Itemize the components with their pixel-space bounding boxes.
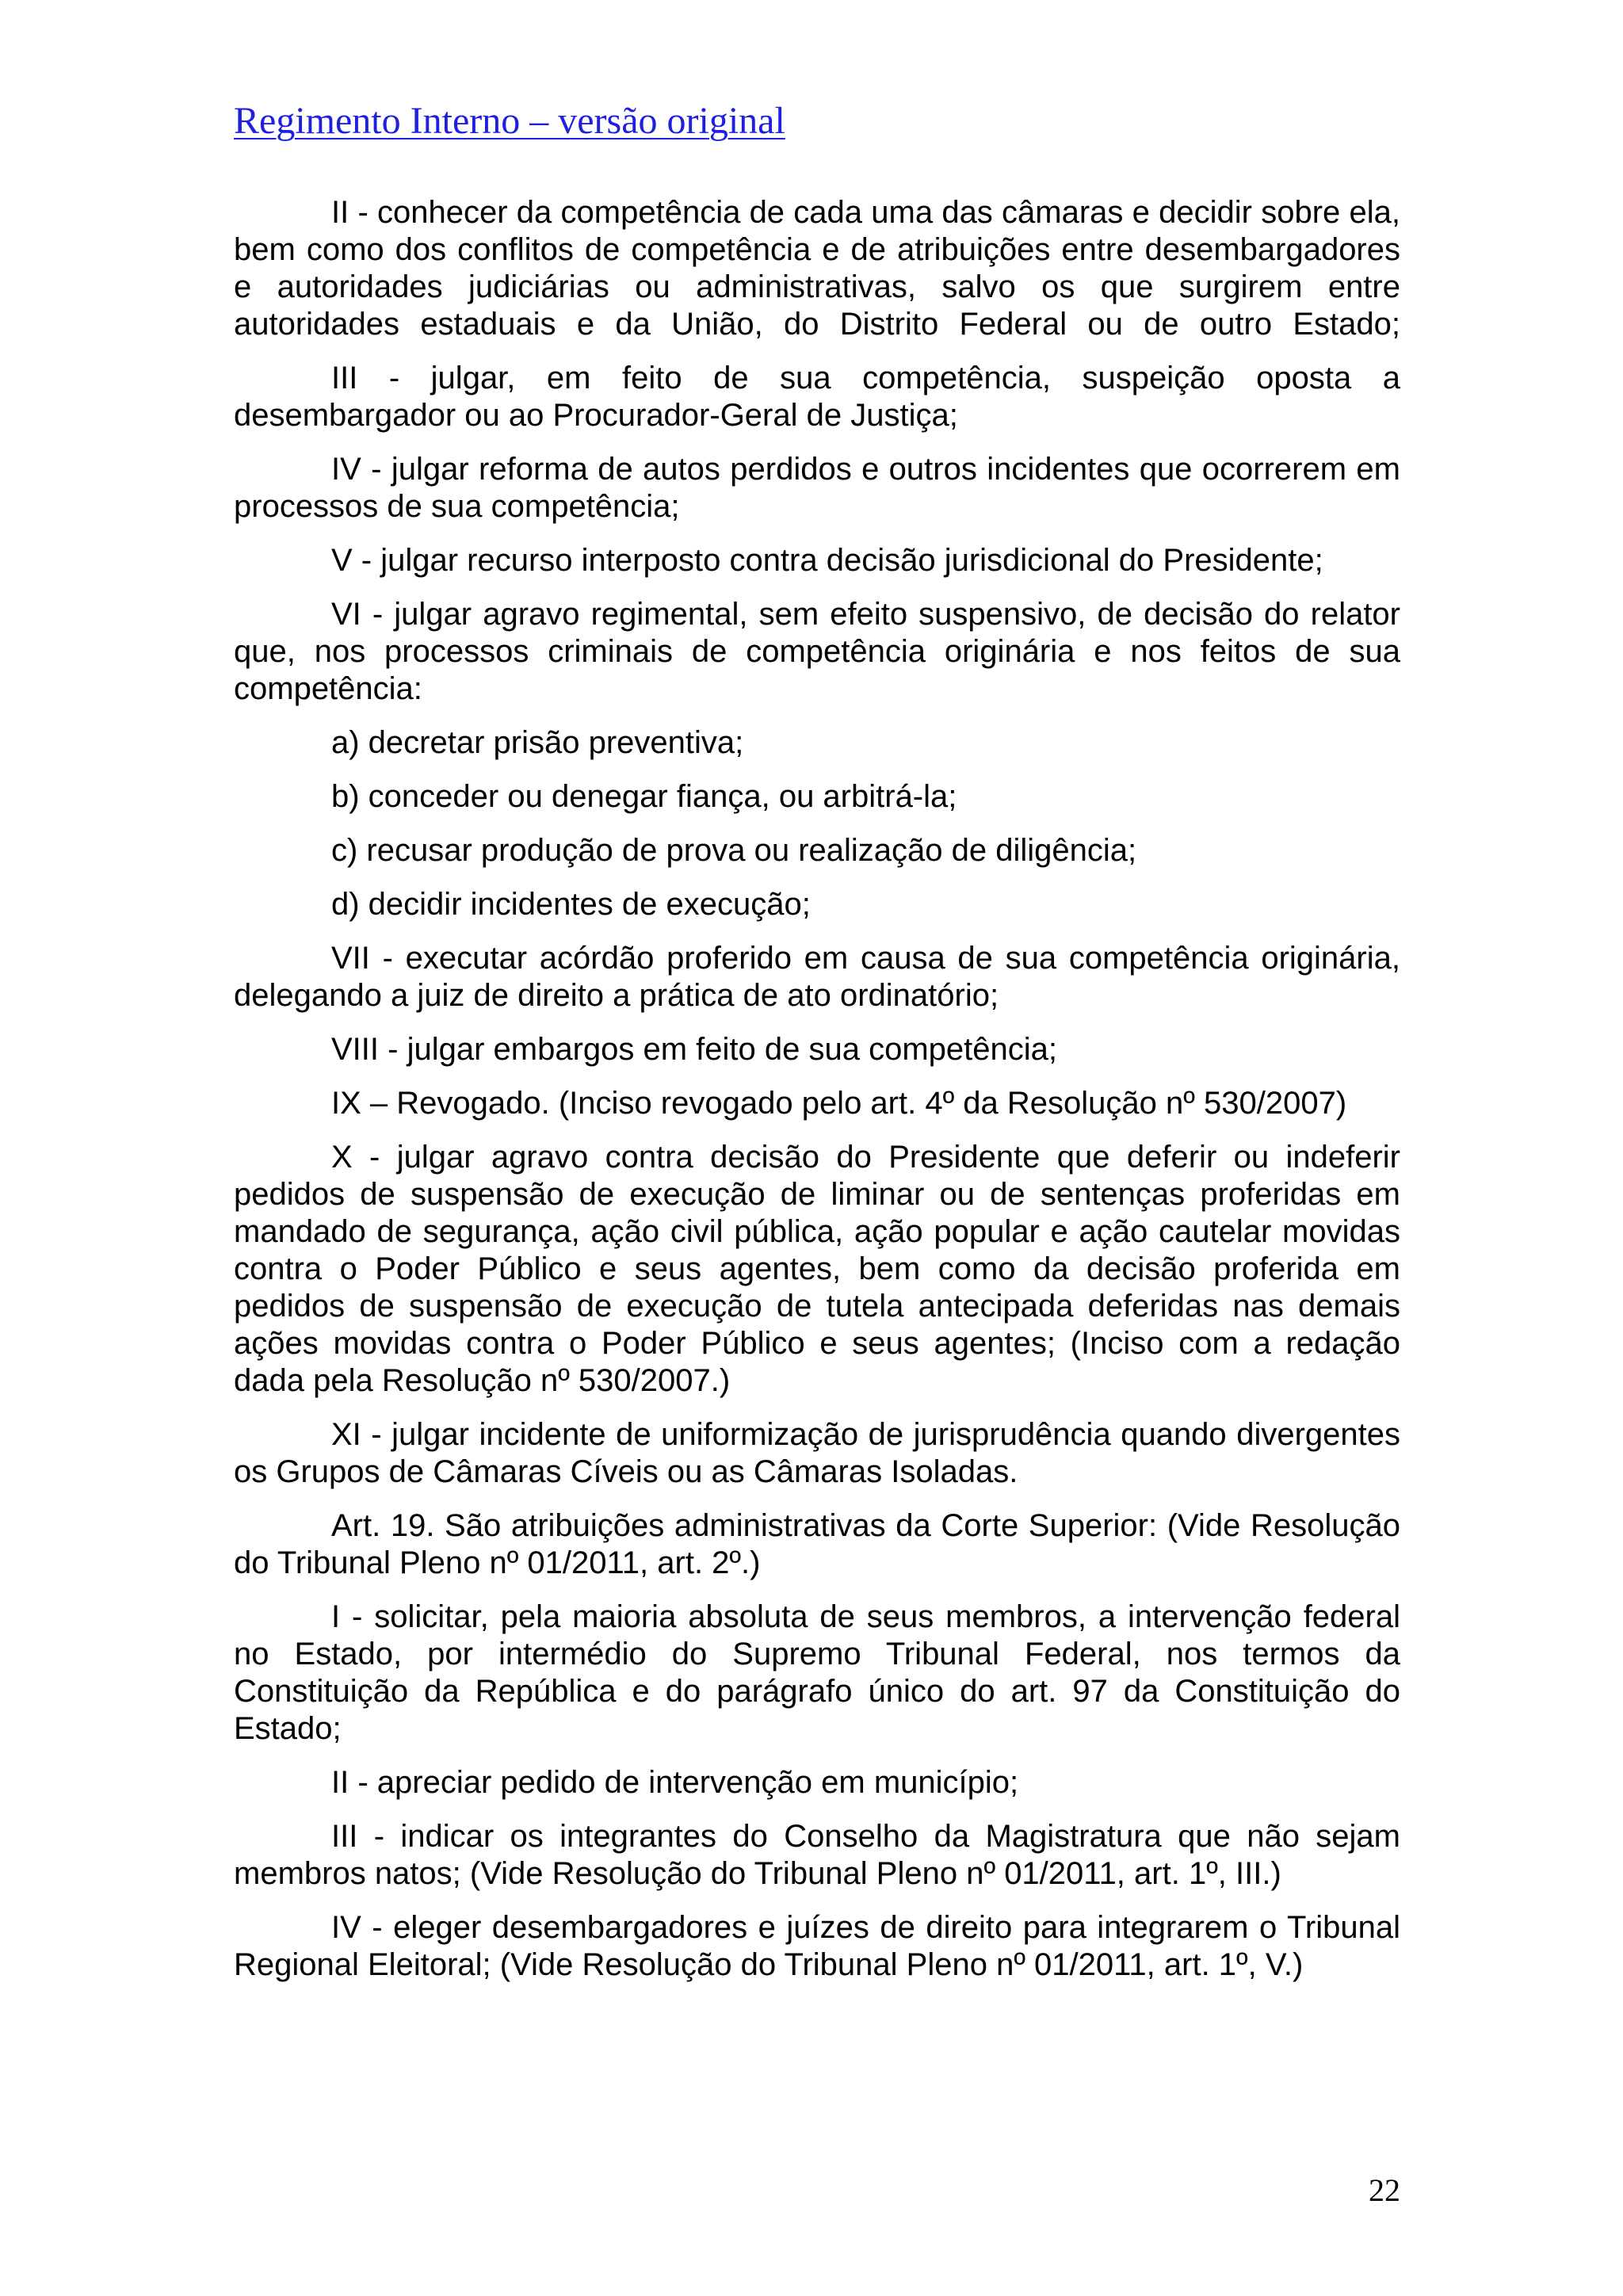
paragraph-inciso-vii: VII - executar acórdão proferido em causa de sua competência originária, delegando a juiz de direito a prática de ato ordinatório; (234, 941, 1400, 1013)
paragraph-art19-inciso-i: I - solicitar, pela maioria absoluta de seus membros, a intervenção federal no Estado, por intermédio do Supremo Tribunal Federal, nos termos da Constituição da República e do parágrafo único do art. 97 da Constituição do Estado; (234, 1599, 1400, 1746)
paragraph-inciso-x: X - julgar agravo contra decisão do Presidente que deferir ou indeferir pedidos de suspensão de execução de liminar ou de sentenças proferidas em mandado de segurança, ação civil pública, ação popular e ação cautelar movidas contra o Poder Público e seus agentes, bem como da decisão proferida em pedidos de suspensão de execução de tutela antecipada deferidas nas demais ações movidas contra o Poder Público e seus agentes; (Inciso com a redação dada pela Resolução nº 530/2007.) (234, 1140, 1400, 1398)
paragraph-inciso-xi: XI - julgar incidente de uniformização de jurisprudência quando divergentes os Grupos de Câmaras Cíveis ou as Câmaras Isoladas. (234, 1417, 1400, 1489)
paragraph-inciso-vi: VI - julgar agravo regimental, sem efeito suspensivo, de decisão do relator que, nos processos criminais de competência originária e nos feitos de sua competência: (234, 597, 1400, 706)
paragraph-art-19: Art. 19. São atribuições administrativas da Corte Superior: (Vide Resolução do Tribunal Pleno nº 01/2011, art. 2º.) (234, 1508, 1400, 1580)
page-number: 22 (1369, 2172, 1400, 2208)
paragraph-inciso-iv: IV - julgar reforma de autos perdidos e outros incidentes que ocorrerem em processos de sua competência; (234, 452, 1400, 524)
paragraph-inciso-ix: IX – Revogado. (Inciso revogado pelo art. 4º da Resolução nº 530/2007) (331, 1086, 1347, 1121)
paragraph-art19-inciso-iii: III - indicar os integrantes do Conselho da Magistratura que não sejam membros natos; (Vide Resolução do Tribunal Pleno nº 01/2011, art. 1º, III.) (234, 1819, 1400, 1891)
paragraph-alinea-c: c) recusar produção de prova ou realização de diligência; (331, 833, 1137, 868)
paragraph-inciso-iii: III - julgar, em feito de sua competência, suspeição oposta a desembargador ou ao Procurador-Geral de Justiça; (234, 361, 1400, 433)
document-body (234, 194, 1400, 2000)
paragraph-art19-inciso-ii: II - apreciar pedido de intervenção em município; (331, 1765, 1019, 1800)
paragraph-art19-inciso-iv: IV - eleger desembargadores e juízes de direito para integrarem o Tribunal Regional Eleitoral; (Vide Resolução do Tribunal Pleno nº 01/2011, art. 1º, V.) (234, 1910, 1400, 1982)
paragraph-alinea-b: b) conceder ou denegar fiança, ou arbitrá-la; (331, 779, 957, 814)
paragraph-inciso-v: V - julgar recurso interposto contra decisão jurisdicional do Presidente; (331, 543, 1323, 578)
paragraph-inciso-viii: VIII - julgar embargos em feito de sua competência; (331, 1032, 1058, 1067)
paragraph-alinea-d: d) decidir incidentes de execução; (331, 887, 811, 922)
header-title-link[interactable]: Regimento Interno – versão original (234, 100, 785, 142)
paragraph-inciso-ii: II - conhecer da competência de cada uma das câmaras e decidir sobre ela, bem como dos conflitos de competência e de atribuições entre desembargadores e autoridades judiciárias ou administrativas, salvo os que surgirem entre autoridades estaduais e da União, do Distrito Federal ou de outro Estado; (234, 195, 1400, 342)
paragraph-alinea-a: a) decretar prisão preventiva; (331, 725, 744, 760)
